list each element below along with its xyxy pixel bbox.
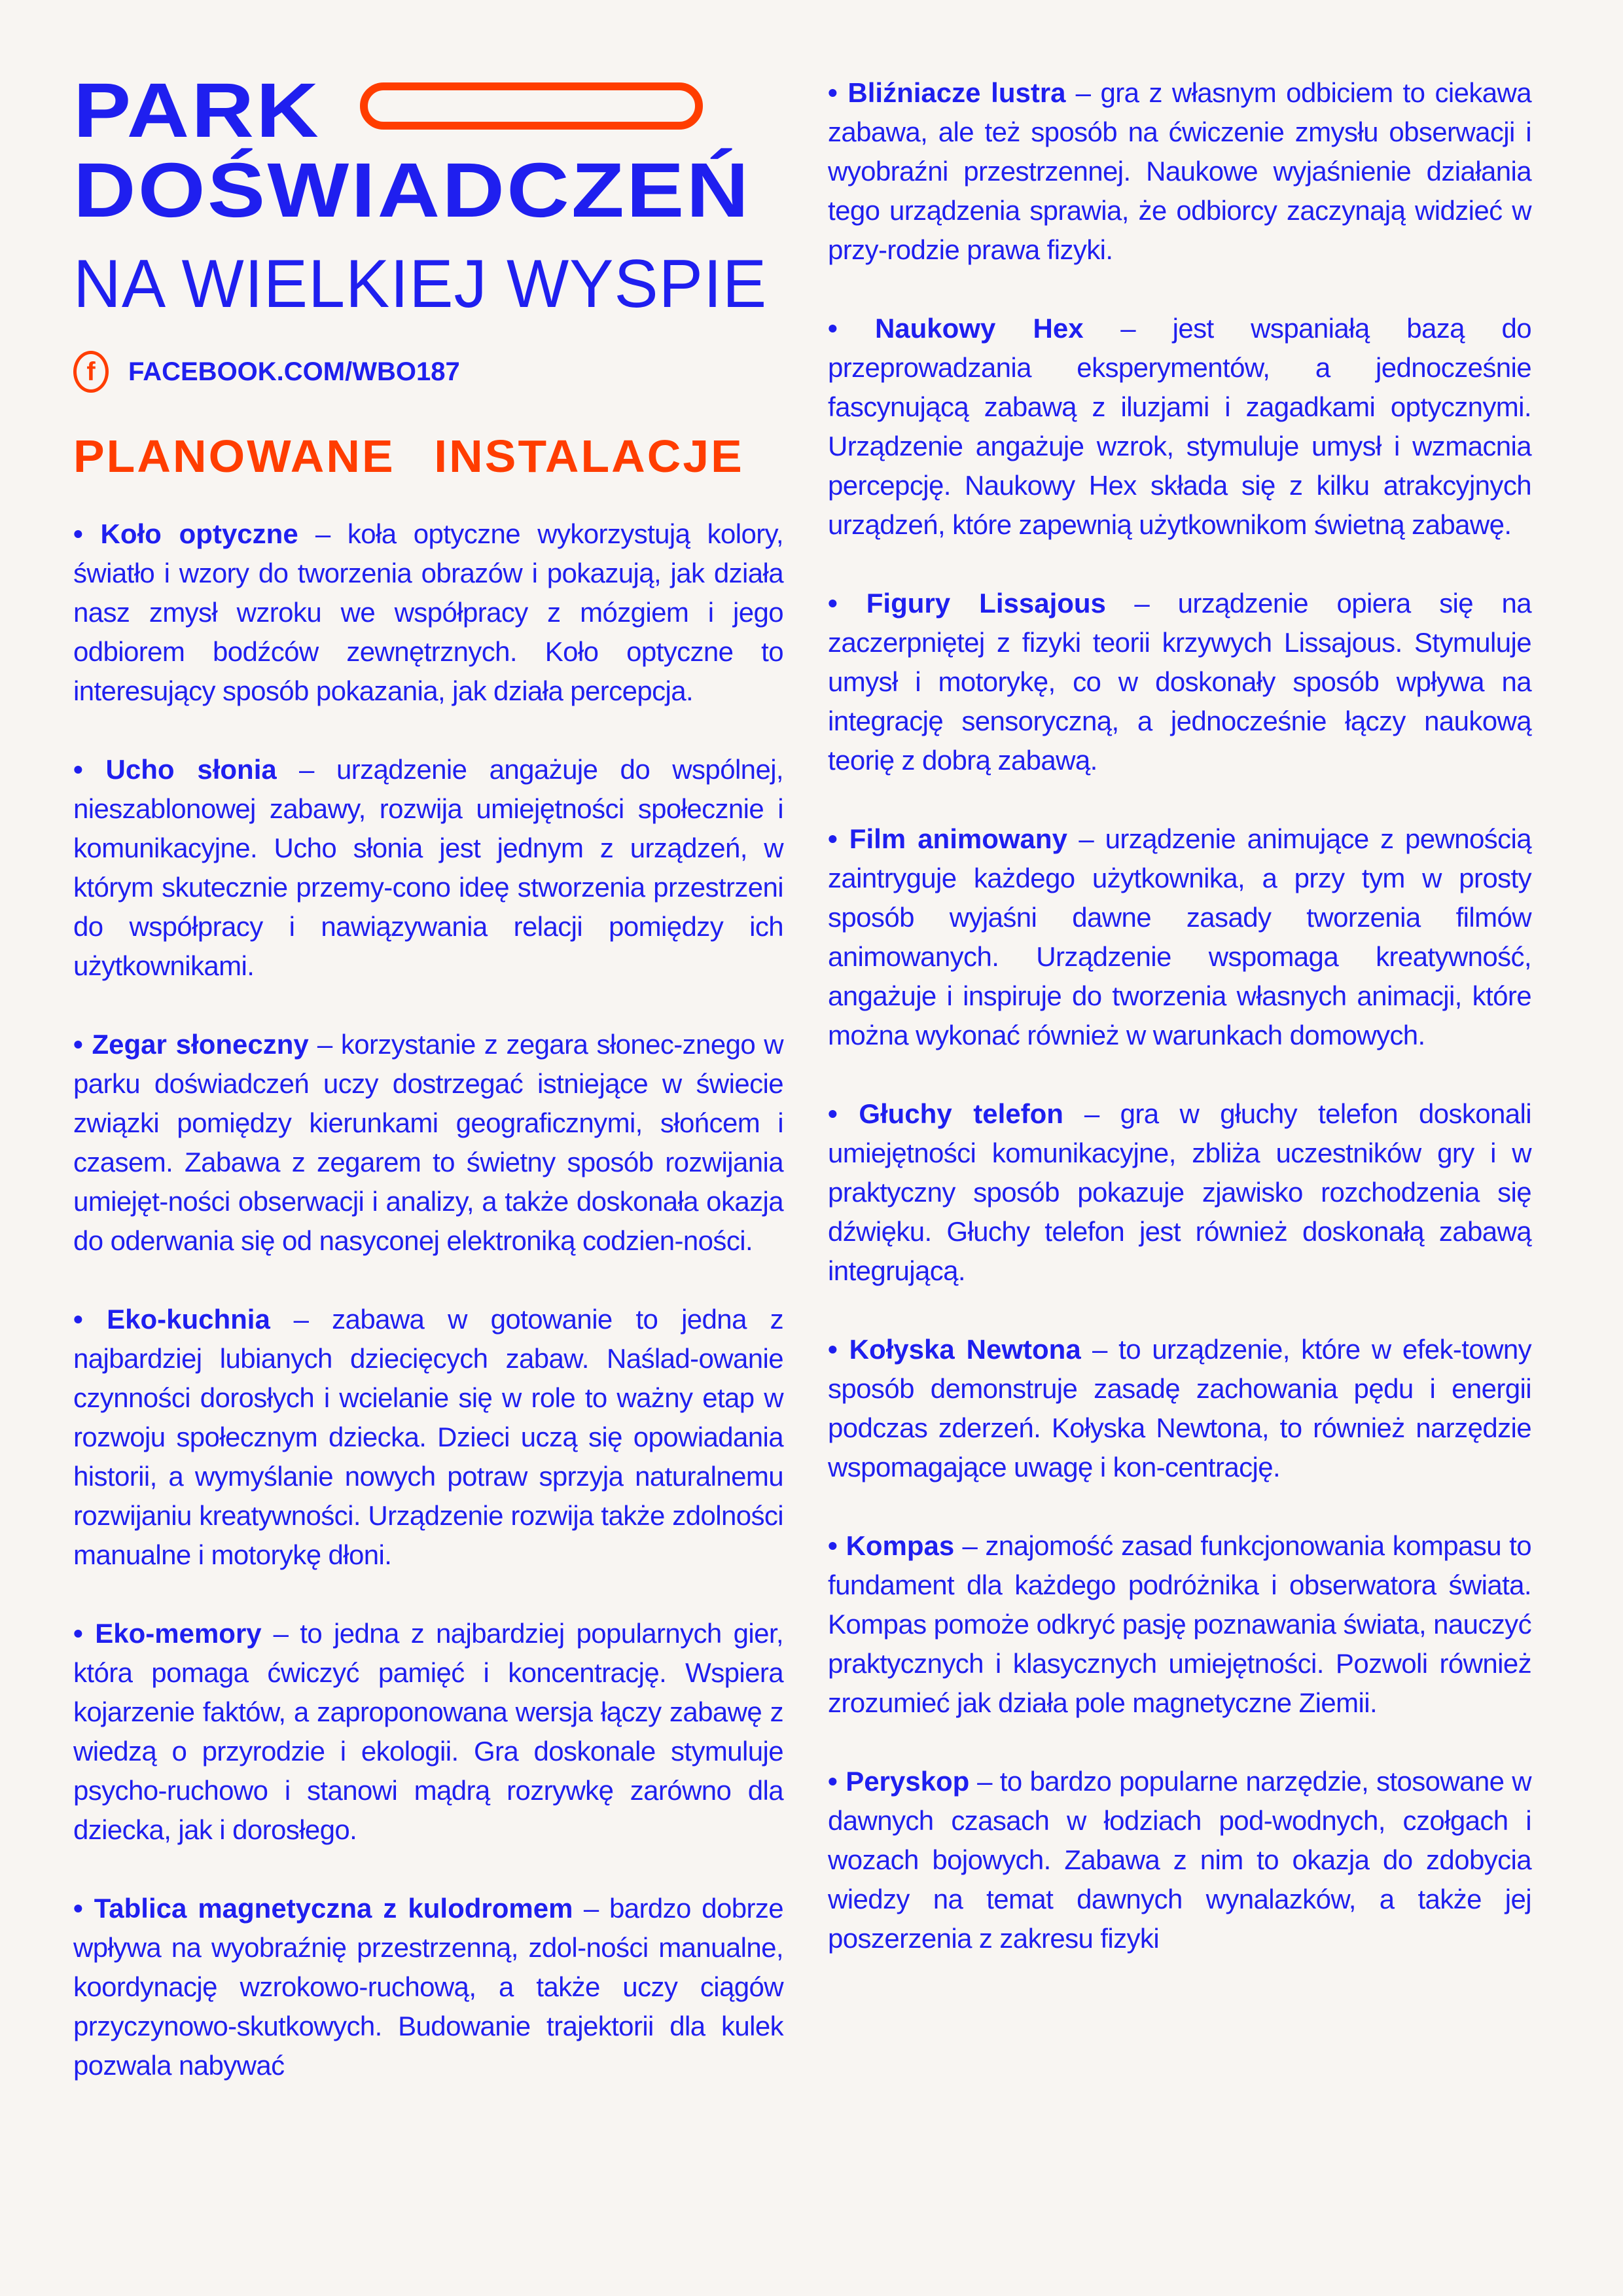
title-row-1 xyxy=(73,67,783,154)
pill-decoration-icon xyxy=(360,82,703,130)
installation-item xyxy=(73,750,783,986)
installation-name: Tablica magnetyczna z kulodromem xyxy=(94,1893,573,1924)
installation-name: Koło optyczne xyxy=(100,518,298,549)
installation-item xyxy=(828,73,1531,270)
installation-description: – gra w głuchy telefon doskonali umiejętności komunikacyjne, zbliża uczestników gry i w praktyczny sposób pokazuje zjawisko rozchodzenia się dźwięku. Głuchy telefon jest również doskonałą zabawą integrującą. xyxy=(828,1098,1532,1286)
facebook-link[interactable]: FACEBOOK.COM/WBO187 xyxy=(128,357,460,386)
installation-description: – urządzenie animujące z pewnością zaintryguje każdego użytkownika, a przy tym w prosty sposób wyjaśni dawne zasady tworzenia filmów animowanych. Urządzenie wspomaga kreatywność, angażuje i inspiruje do tworzenia własnych animacji, które można wykonać również w warunkach domowych. xyxy=(828,823,1532,1050)
installation-description: – to jedna z najbardziej popularnych gier, która pomaga ćwiczyć pamięć i koncentrację. Wspiera kojarzenie faktów, a zaproponowana wersja łączy zabawę z wiedzą o przyrodzie i ekologii. Gra doskonale stymuluje psycho-ruchowo i stanowi mądrą rozrywkę zarówno dla dziecka, jak i dorosłego. xyxy=(73,1618,783,1845)
installation-item xyxy=(828,1526,1531,1723)
installation-description: – urządzenie opiera się na zaczerpniętej z fizyki teorii krzywych Lissajous. Stymuluje umysł i motorykę, co w doskonały sposób wpływa na integrację sensoryczną, a jednocześnie łączy naukową teorię z dobrą zabawą. xyxy=(828,588,1531,776)
installation-description: – bardzo dobrze wpływa na wyobraźnię przestrzenną, zdol-ności manualne, koordynację wzrokowo-ruchową, a także uczy ciągów przyczynowo-skutkowych. Budowanie trajektorii dla kulek pozwala nabywać xyxy=(73,1893,784,2081)
installation-item xyxy=(828,1762,1531,1958)
installation-item xyxy=(73,1025,783,1261)
section-title: PLANOWANE INSTALACJE xyxy=(73,431,744,482)
right-column xyxy=(828,73,1531,1958)
installation-name: Eko-memory xyxy=(95,1618,262,1649)
facebook-icon: f xyxy=(73,351,109,393)
bullet-icon: • xyxy=(828,77,838,108)
installation-item xyxy=(828,819,1531,1055)
installation-name: Ucho słonia xyxy=(105,754,277,785)
installation-item xyxy=(73,1889,783,2085)
installation-name: Kompas xyxy=(846,1530,955,1561)
installation-description: – to urządzenie, które w efek-towny sposób demonstruje zasadę zachowania pędu i energii podczas zderzeń. Kołyska Newtona, to również narzędzie wspomagające uwagę i kon-centrację. xyxy=(828,1334,1532,1482)
bullet-icon: • xyxy=(73,1304,83,1335)
installation-description: – gra z własnym odbiciem to ciekawa zabawa, ale też sposób na ćwiczenie zmysłu obserwacji i wyobraźni przestrzennej. Naukowe wyjaśnienie działania tego urządzenia sprawia, że odbiorcy zaczynają widzieć w przy-rodzie prawa fizyki. xyxy=(828,77,1531,265)
installation-description: – jest wspaniałą bazą do przeprowadzania eksperymentów, a jednocześnie fascynującą zabawą z iluzjami i zagadkami optycznymi. Urządzenie angażuje wzrok, stymuluje umysł i wzmacnia percepcję. Naukowy Hex składa się z kilku atrakcyjnych urządzeń, które zapewnią użytkownikom świetną zabawę. xyxy=(828,313,1532,540)
installation-item xyxy=(828,1094,1531,1291)
title-doswiadczen: DOŚWIADCZEŃ xyxy=(73,147,751,234)
installation-description: – zabawa w gotowanie to jedna z najbardziej lubianych dziecięcych zabaw. Naślad-owanie czynności dorosłych i wcielanie się w role to ważny etap w rozwoju społecznym dziecka. Dzieci uczą się opowiadania historii, a wymyślanie nowych potraw sprzyja naturalnemu rozwijaniu kreatywności. Urządzenie rozwija także zdolności manualne i motorykę dłoni. xyxy=(73,1304,784,1570)
title-park: PARK xyxy=(73,67,321,154)
installation-description: – znajomość zasad funkcjonowania kompasu to fundament dla każdego podróżnika i obserwatora świata. Kompas pomoże odkryć pasję poznawania świata, nauczyć praktycznych i klasycznych umiejętności. Pozwoli również zrozumieć jak działa pole magnetyczne Ziemii. xyxy=(828,1530,1532,1718)
installation-name: Peryskop xyxy=(846,1766,970,1797)
bullet-icon: • xyxy=(73,754,83,785)
bullet-icon: • xyxy=(73,1893,83,1924)
installation-name: Bliźniacze lustra xyxy=(847,77,1066,108)
installation-item xyxy=(828,1330,1531,1487)
bullet-icon: • xyxy=(73,1618,83,1649)
facebook-row xyxy=(73,351,783,393)
bullet-icon: • xyxy=(73,1029,83,1060)
installation-name: Głuchy telefon xyxy=(859,1098,1063,1129)
installations-list-left xyxy=(73,514,783,2085)
bullet-icon: • xyxy=(828,1334,838,1365)
title-na-wielkiej-wyspie: NA WIELKIEJ WYSPIE xyxy=(73,246,768,322)
installation-name: Eko-kuchnia xyxy=(107,1304,270,1335)
installation-name: Zegar słoneczny xyxy=(92,1029,309,1060)
left-column xyxy=(73,67,784,2085)
installation-name: Figury Lissajous xyxy=(866,588,1106,619)
installation-name: Film animowany xyxy=(849,823,1067,854)
installation-description: – koła optyczne wykorzystują kolory, światło i wzory do tworzenia obrazów i pokazują, jak działa nasz zmysł wzroku we współpracy z mózgiem i jego odbiorem bodźców zewnętrznych. Koło optyczne to interesujący sposób pokazania, jak działa percepcja. xyxy=(73,518,784,706)
installation-item xyxy=(73,1614,783,1850)
installation-item xyxy=(828,309,1531,545)
bullet-icon: • xyxy=(828,588,838,619)
installation-name: Kołyska Newtona xyxy=(849,1334,1081,1365)
installation-item xyxy=(73,1300,783,1575)
installation-description: – to bardzo popularne narzędzie, stosowane w dawnych czasach w łodziach pod-wodnych, czołgach i wozach bojowych. Zabawa z nim to okazja do zdobycia wiedzy na temat dawnych wynalazków, a także jej poszerzenia z zakresu fizyki xyxy=(828,1766,1532,1954)
installation-description: – korzystanie z zegara słonec-znego w parku doświadczeń uczy dostrzegać istniejące w świecie związki pomiędzy kierunkami geograficznymi, słońcem i czasem. Zabawa z zegarem to świetny sposób rozwijania umiejęt-ności obserwacji i analizy, a także doskonała okazja do oderwania się od nasyconej elektroniką codzien-ności. xyxy=(73,1029,784,1256)
installation-item xyxy=(73,514,783,711)
bullet-icon: • xyxy=(828,1098,838,1129)
bullet-icon: • xyxy=(828,1766,838,1797)
bullet-icon: • xyxy=(73,518,83,549)
bullet-icon: • xyxy=(828,313,838,344)
bullet-icon: • xyxy=(828,823,838,854)
installation-description: – urządzenie angażuje do wspólnej, nieszablonowej zabawy, rozwija umiejętności społecznie i komunikacyjne. Ucho słonia jest jednym z urządzeń, w którym skutecznie przemy-cono ideę stworzenia przestrzeni do współpracy i nawiązywania relacji pomiędzy ich użytkownikami. xyxy=(73,754,783,981)
installation-name: Naukowy Hex xyxy=(874,313,1084,344)
bullet-icon: • xyxy=(828,1530,838,1561)
installation-item xyxy=(828,584,1531,780)
